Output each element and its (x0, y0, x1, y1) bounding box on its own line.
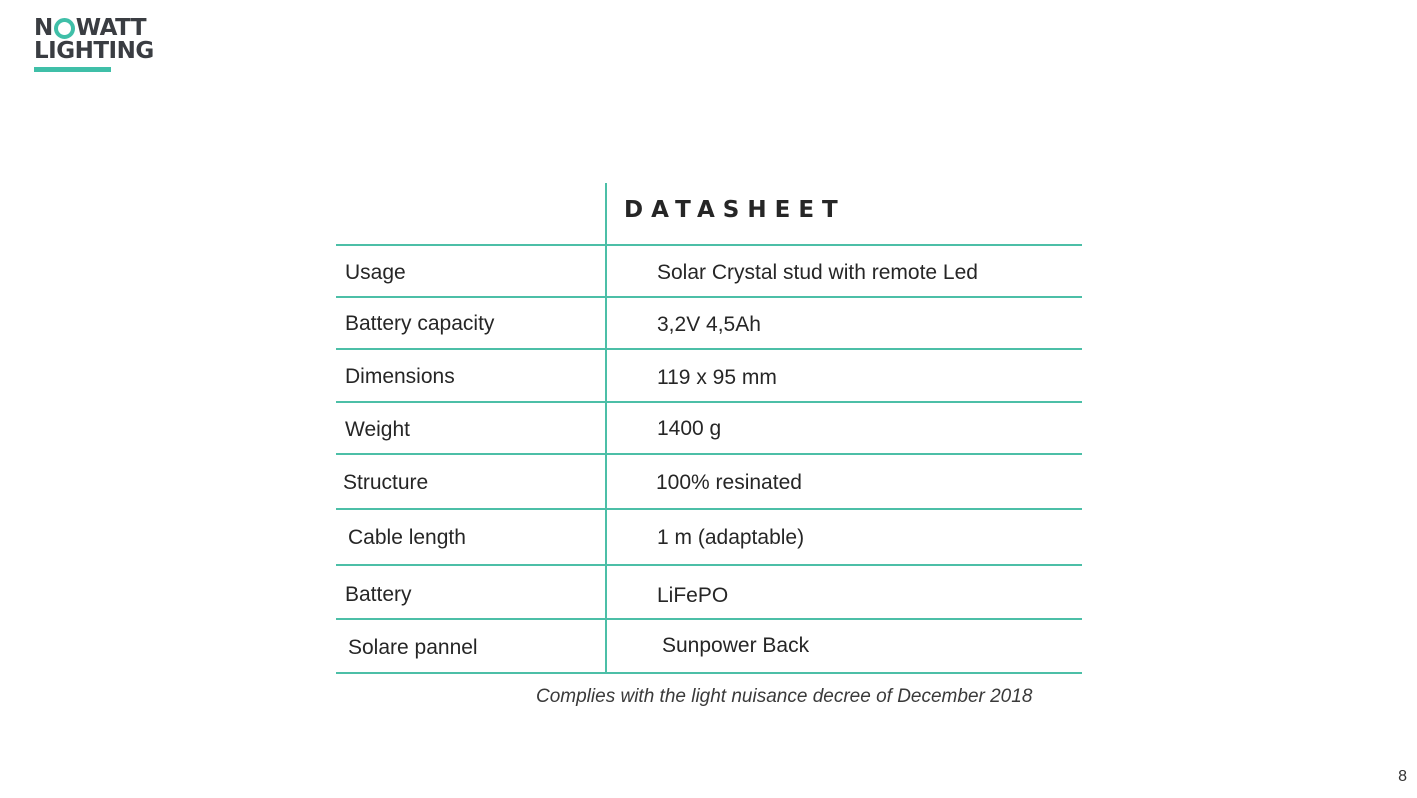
row-rule (336, 618, 1082, 620)
row-label-battery-capacity: Battery capacity (345, 312, 495, 335)
row-rule (336, 564, 1082, 566)
row-value-cable-length: 1 m (adaptable) (657, 526, 805, 549)
logo-line-1 (34, 16, 174, 40)
logo-underline (34, 67, 111, 72)
row-value-weight: 1400 g (657, 417, 722, 440)
row-rule (336, 296, 1082, 298)
column-divider (605, 183, 607, 673)
row-label-battery: Battery (345, 583, 412, 606)
row-label-cable-length: Cable length (348, 526, 466, 549)
row-value-structure: 100% resinated (656, 471, 802, 494)
datasheet-title: DATASHEET (624, 197, 846, 223)
logo-letters-watt: WATT (75, 15, 147, 41)
logo-letter-n: N (34, 15, 53, 41)
compliance-footnote: Complies with the light nuisance decree of December 2018 (536, 686, 1033, 707)
logo-line-2: LIGHTING (34, 38, 154, 64)
row-label-dimensions: Dimensions (345, 365, 455, 388)
row-label-weight: Weight (345, 418, 410, 441)
row-value-dimensions: 119 x 95 mm (657, 366, 777, 389)
row-label-usage: Usage (345, 261, 406, 284)
row-label-solare-pannel: Solare pannel (348, 636, 478, 659)
row-value-solare-pannel: Sunpower Back (662, 634, 810, 657)
row-rule (336, 672, 1082, 674)
row-rule (336, 244, 1082, 246)
logo-o-ring-icon (54, 18, 75, 39)
row-rule (336, 453, 1082, 455)
nowatt-lighting-logo (34, 16, 174, 74)
row-value-usage: Solar Crystal stud with remote Led (657, 261, 978, 284)
row-rule (336, 508, 1082, 510)
row-value-battery-capacity: 3,2V 4,5Ah (657, 313, 761, 336)
row-label-structure: Structure (343, 471, 429, 494)
row-value-battery: LiFePO (657, 584, 729, 607)
page-number: 8 (1398, 768, 1407, 785)
row-rule (336, 348, 1082, 350)
row-rule (336, 401, 1082, 403)
datasheet-table (336, 183, 1084, 675)
